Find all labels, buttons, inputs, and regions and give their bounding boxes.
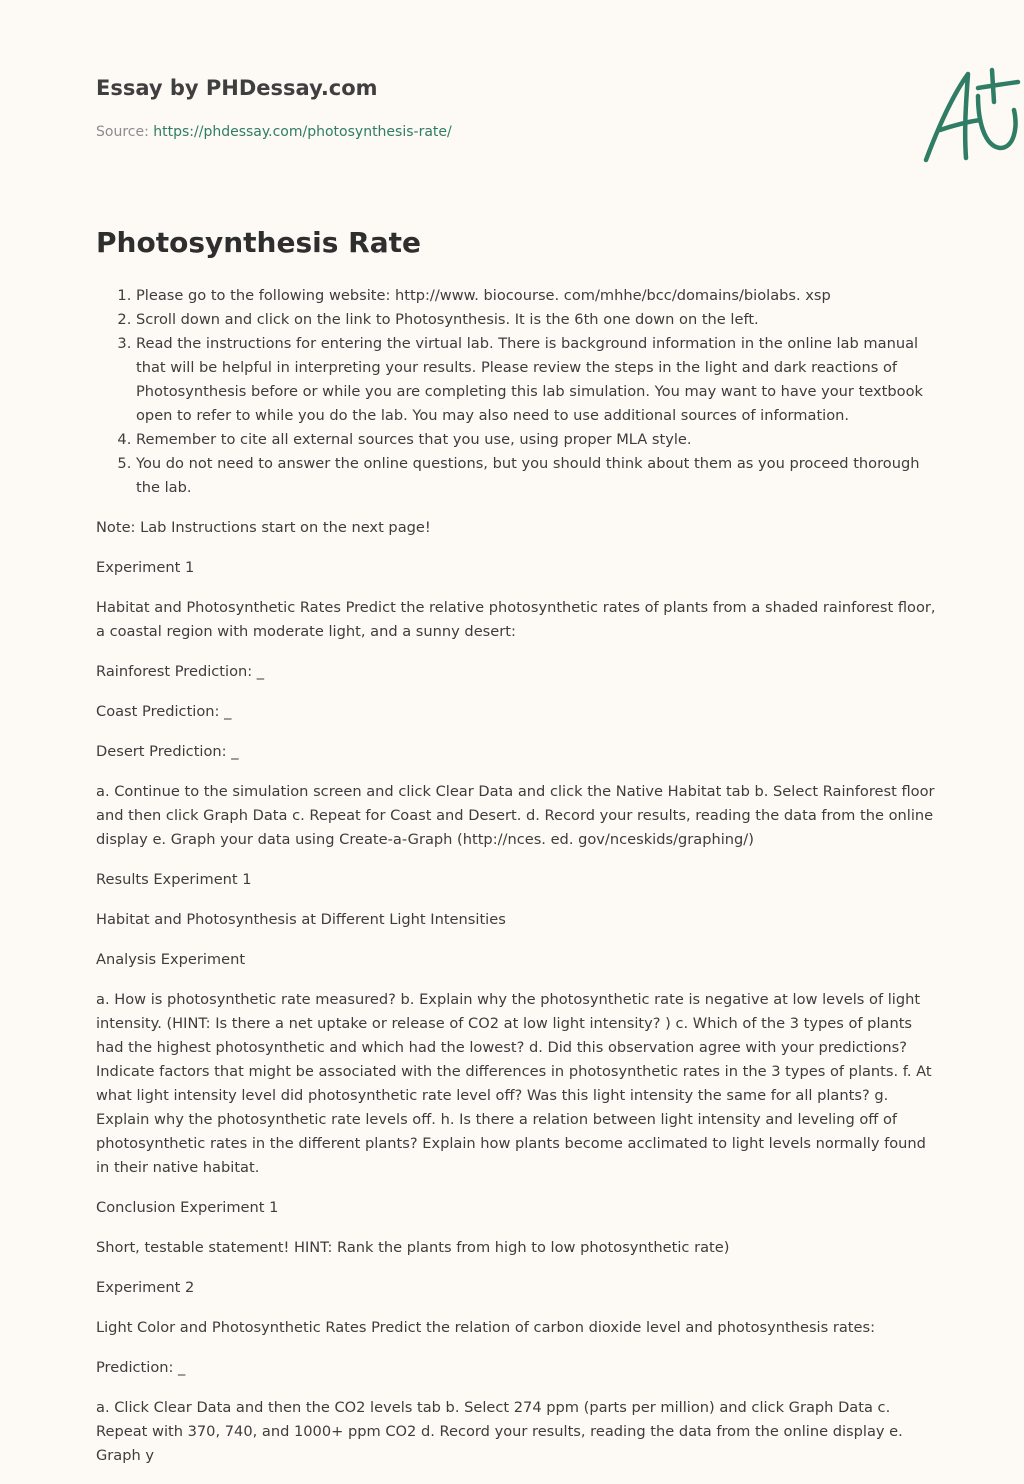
note-paragraph: Note: Lab Instructions start on the next page! (96, 519, 431, 536)
list-item: 5. You do not need to answer the online questions, but you should think about them as you proceed thorough the lab. (136, 452, 936, 500)
source-line (96, 124, 452, 140)
experiment-2-intro: Light Color and Photosynthetic Rates Predict the relation of carbon dioxide level and photosynthesis rates: (96, 1319, 876, 1336)
experiment-2-heading: Experiment 2 (96, 1279, 195, 1296)
experiment-1-intro: Habitat and Photosynthetic Rates Predict the relative photosynthetic rates of plants from a shaded rainforest floor, a coastal region with moderate light, and a sunny desert: (96, 599, 936, 640)
site-title: Essay by PHDessay.com (96, 76, 378, 100)
experiment-1-heading: Experiment 1 (96, 559, 195, 576)
a-plus-logo-icon (918, 66, 1024, 166)
rainforest-prediction: Rainforest Prediction: _ (96, 663, 265, 680)
analysis-experiment-heading: Analysis Experiment (96, 951, 246, 968)
essay-title: Photosynthesis Rate (96, 226, 421, 259)
list-item: 4. Remember to cite all external sources that you use, using proper MLA style. (136, 428, 936, 452)
coast-prediction: Coast Prediction: _ (96, 703, 232, 720)
list-item: 3. Read the instructions for entering the virtual lab. There is background information in the online lab manual that will be helpful in interpreting your results. Please review the steps in the light and dark reactions of Photosynthesis before or while you are completing this lab simulation. You may want to have your textbook open to refer to while you do the lab. You may also need to use additional sources of information. (136, 332, 936, 428)
conclusion-experiment-1-heading: Conclusion Experiment 1 (96, 1199, 279, 1216)
source-label: Source: (96, 124, 149, 140)
list-item: 2. Scroll down and click on the link to Photosynthesis. It is the 6th one down on the left. (136, 308, 936, 332)
experiment-2-steps: a. Click Clear Data and then the CO2 levels tab b. Select 274 ppm (parts per million) and click Graph Data c. Repeat with 370, 740, and 1000+ ppm CO2 d. Record your results, reading the data from the online display e. Graph y (96, 1399, 903, 1464)
source-link[interactable]: https://phdessay.com/photosynthesis-rate/ (153, 124, 452, 140)
results-experiment-1-heading: Results Experiment 1 (96, 871, 252, 888)
list-item: 1. Please go to the following website: http://www. biocourse. com/mhhe/bcc/domains/biolabs. xsp (136, 284, 936, 308)
experiment-1-steps: a. Continue to the simulation screen and click Clear Data and click the Native Habitat tab b. Select Rainforest floor and then click Graph Data c. Repeat for Coast and Desert. d. Record your results, reading the data from the online display e. Graph your data using Create-a-Graph (http://nces. ed. gov/nceskids/graphing/) (96, 783, 935, 848)
essay-content (96, 284, 936, 1484)
analysis-questions: a. How is photosynthetic rate measured? b. Explain why the photosynthetic rate is negative at low levels of light intensity. (HINT: Is there a net uptake or release of CO2 at low light intensity? ) c. Which of the 3 types of plants had the highest photosynthetic and which had the lowest? d. Did this observation agree with your predictions? Indicate factors that might be associated with the differences in photosynthetic rates in the 3 types of plants. f. At what light intensity level did photosynthetic rate level off? Was this light intensity the same for all plants? g. Explain why the photosynthetic rate levels off. h. Is there a relation between light intensity and leveling off of photosynthetic rates in the different plants? Explain how plants become acclimated to light levels normally found in their native habitat. (96, 991, 932, 1176)
conclusion-hint: Short, testable statement! HINT: Rank the plants from high to low photosynthetic rate) (96, 1239, 730, 1256)
experiment-2-prediction: Prediction: _ (96, 1359, 186, 1376)
results-experiment-1-subtitle: Habitat and Photosynthesis at Different Light Intensities (96, 911, 506, 928)
desert-prediction: Desert Prediction: _ (96, 743, 239, 760)
instruction-list (96, 284, 936, 500)
